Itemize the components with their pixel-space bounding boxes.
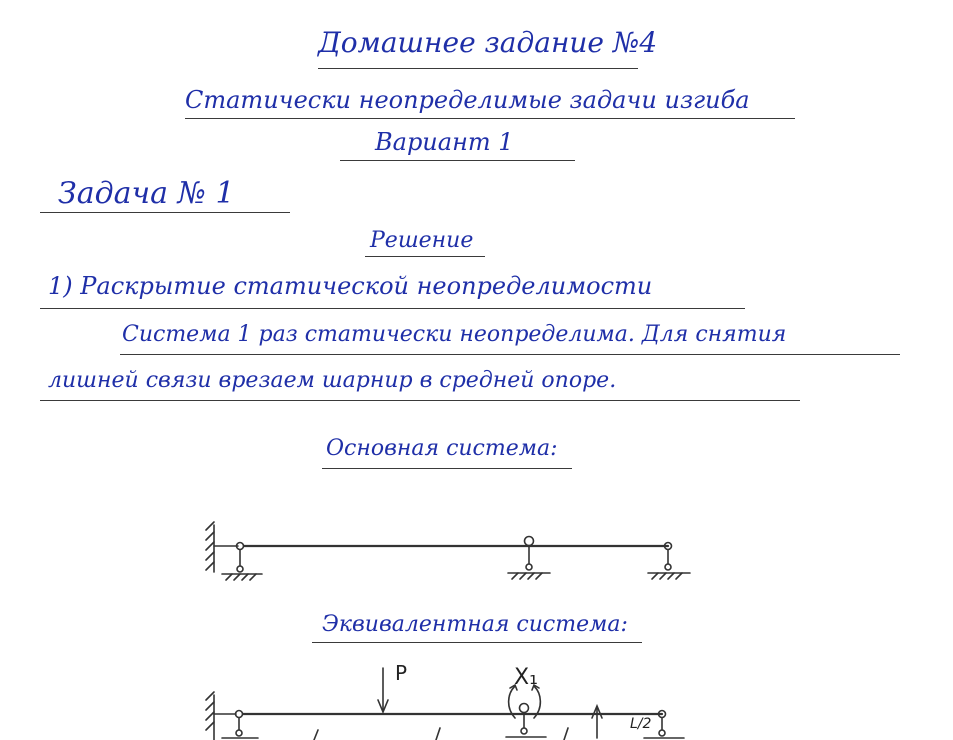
equivalent-system-diagram (206, 668, 684, 740)
load-p-label: P (395, 661, 408, 685)
solution-heading: Решение (370, 228, 474, 253)
task-number: Задача № 1 (58, 176, 235, 211)
basic-system-diagram (206, 522, 690, 580)
topic-heading: Статически неопределимые задачи изгиба (185, 86, 750, 114)
equivalent-system-caption: Эквивалентная система: (322, 612, 628, 637)
paragraph-line-2: лишней связи врезаем шарнир в средней опоре. (48, 368, 617, 393)
basic-system-caption: Основная система: (326, 436, 558, 461)
variant-heading: Вариант 1 (375, 128, 514, 156)
unknown-x1-label: X₁ (514, 665, 538, 690)
paragraph-line-1: Система 1 раз статически неопределима. Для снятия (122, 322, 787, 347)
span-right-label: L/2 (630, 716, 652, 732)
homework-title: Домашнее задание №4 (318, 26, 658, 59)
step1-heading: 1) Раскрытие статической неопределимости (48, 272, 653, 300)
